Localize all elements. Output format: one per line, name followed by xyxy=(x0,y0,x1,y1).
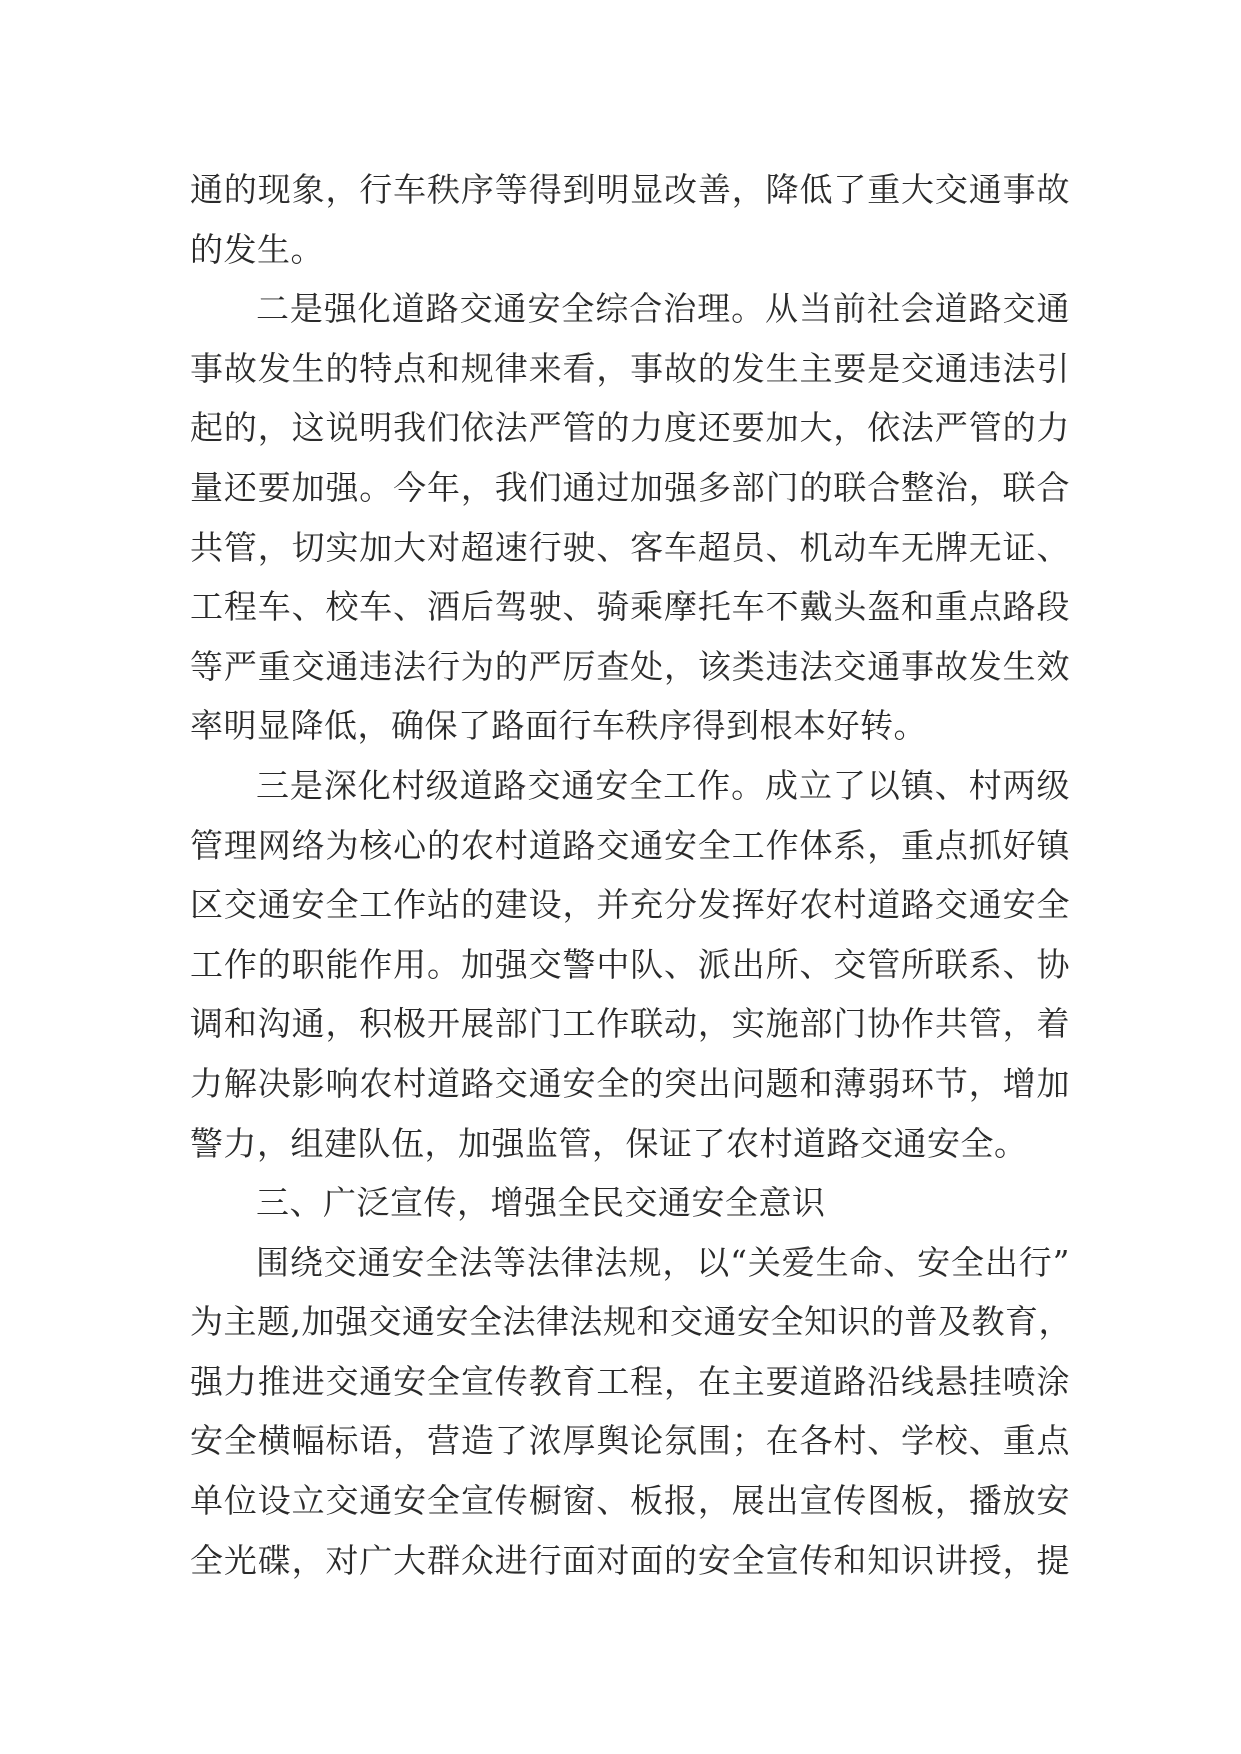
text-line: 共管，切实加大对超速行驶、客车超员、机动车无牌无证、 xyxy=(190,527,1070,567)
text-line: 强力推进交通安全宣传教育工程，在主要道路沿线悬挂喷涂 xyxy=(190,1361,1070,1401)
text-line: 的发生。 xyxy=(190,229,324,269)
text-line: 通的现象，行车秩序等得到明显改善，降低了重大交通事故 xyxy=(190,170,1070,209)
document-body xyxy=(190,160,1070,1590)
text-line: 围绕交通安全法等法律法规，以“关爱生命、安全出行” xyxy=(256,1242,1070,1282)
text-line: 二是强化道路交通安全综合治理。从当前社会道路交通 xyxy=(256,289,1070,329)
text-line: 单位设立交通安全宣传橱窗、板报，展出宣传图板，播放安 xyxy=(190,1481,1070,1521)
text-line: 等严重交通违法行为的严厉查处，该类违法交通事故发生效 xyxy=(190,646,1070,686)
text-line: 量还要加强。今年，我们通过加强多部门的联合整治，联合 xyxy=(190,467,1070,507)
text-line: 管理网络为核心的农村道路交通安全工作体系，重点抓好镇 xyxy=(190,825,1070,865)
text-line: 警力，组建队伍，加强监管，保证了农村道路交通安全。 xyxy=(190,1123,1028,1163)
text-line: 工程车、校车、酒后驾驶、骑乘摩托车不戴头盔和重点路段 xyxy=(190,587,1070,627)
text-line: 为主题,加强交通安全法律法规和交通安全知识的普及教育， xyxy=(190,1302,1072,1342)
text-line: 三是深化村级道路交通安全工作。成立了以镇、村两级 xyxy=(256,765,1070,805)
text-line: 事故发生的特点和规律来看，事故的发生主要是交通违法引 xyxy=(190,348,1070,388)
text-line: 区交通安全工作站的建设，并充分发挥好农村道路交通安全 xyxy=(190,885,1070,925)
section-heading: 三、广泛宣传，增强全民交通安全意识 xyxy=(256,1183,826,1223)
text-line: 起的，这说明我们依法严管的力度还要加大，依法严管的力 xyxy=(190,408,1070,448)
text-line: 全光碟，对广大群众进行面对面的安全宣传和知识讲授，提 xyxy=(190,1540,1070,1580)
text-line: 调和沟通，积极开展部门工作联动，实施部门协作共管，着 xyxy=(190,1004,1070,1044)
text-line: 安全横幅标语，营造了浓厚舆论氛围；在各村、学校、重点 xyxy=(190,1421,1070,1461)
text-line: 力解决影响农村道路交通安全的突出问题和薄弱环节，增加 xyxy=(190,1063,1070,1103)
text-line: 率明显降低，确保了路面行车秩序得到根本好转。 xyxy=(190,706,927,746)
text-line: 工作的职能作用。加强交警中队、派出所、交管所联系、协 xyxy=(190,944,1070,984)
